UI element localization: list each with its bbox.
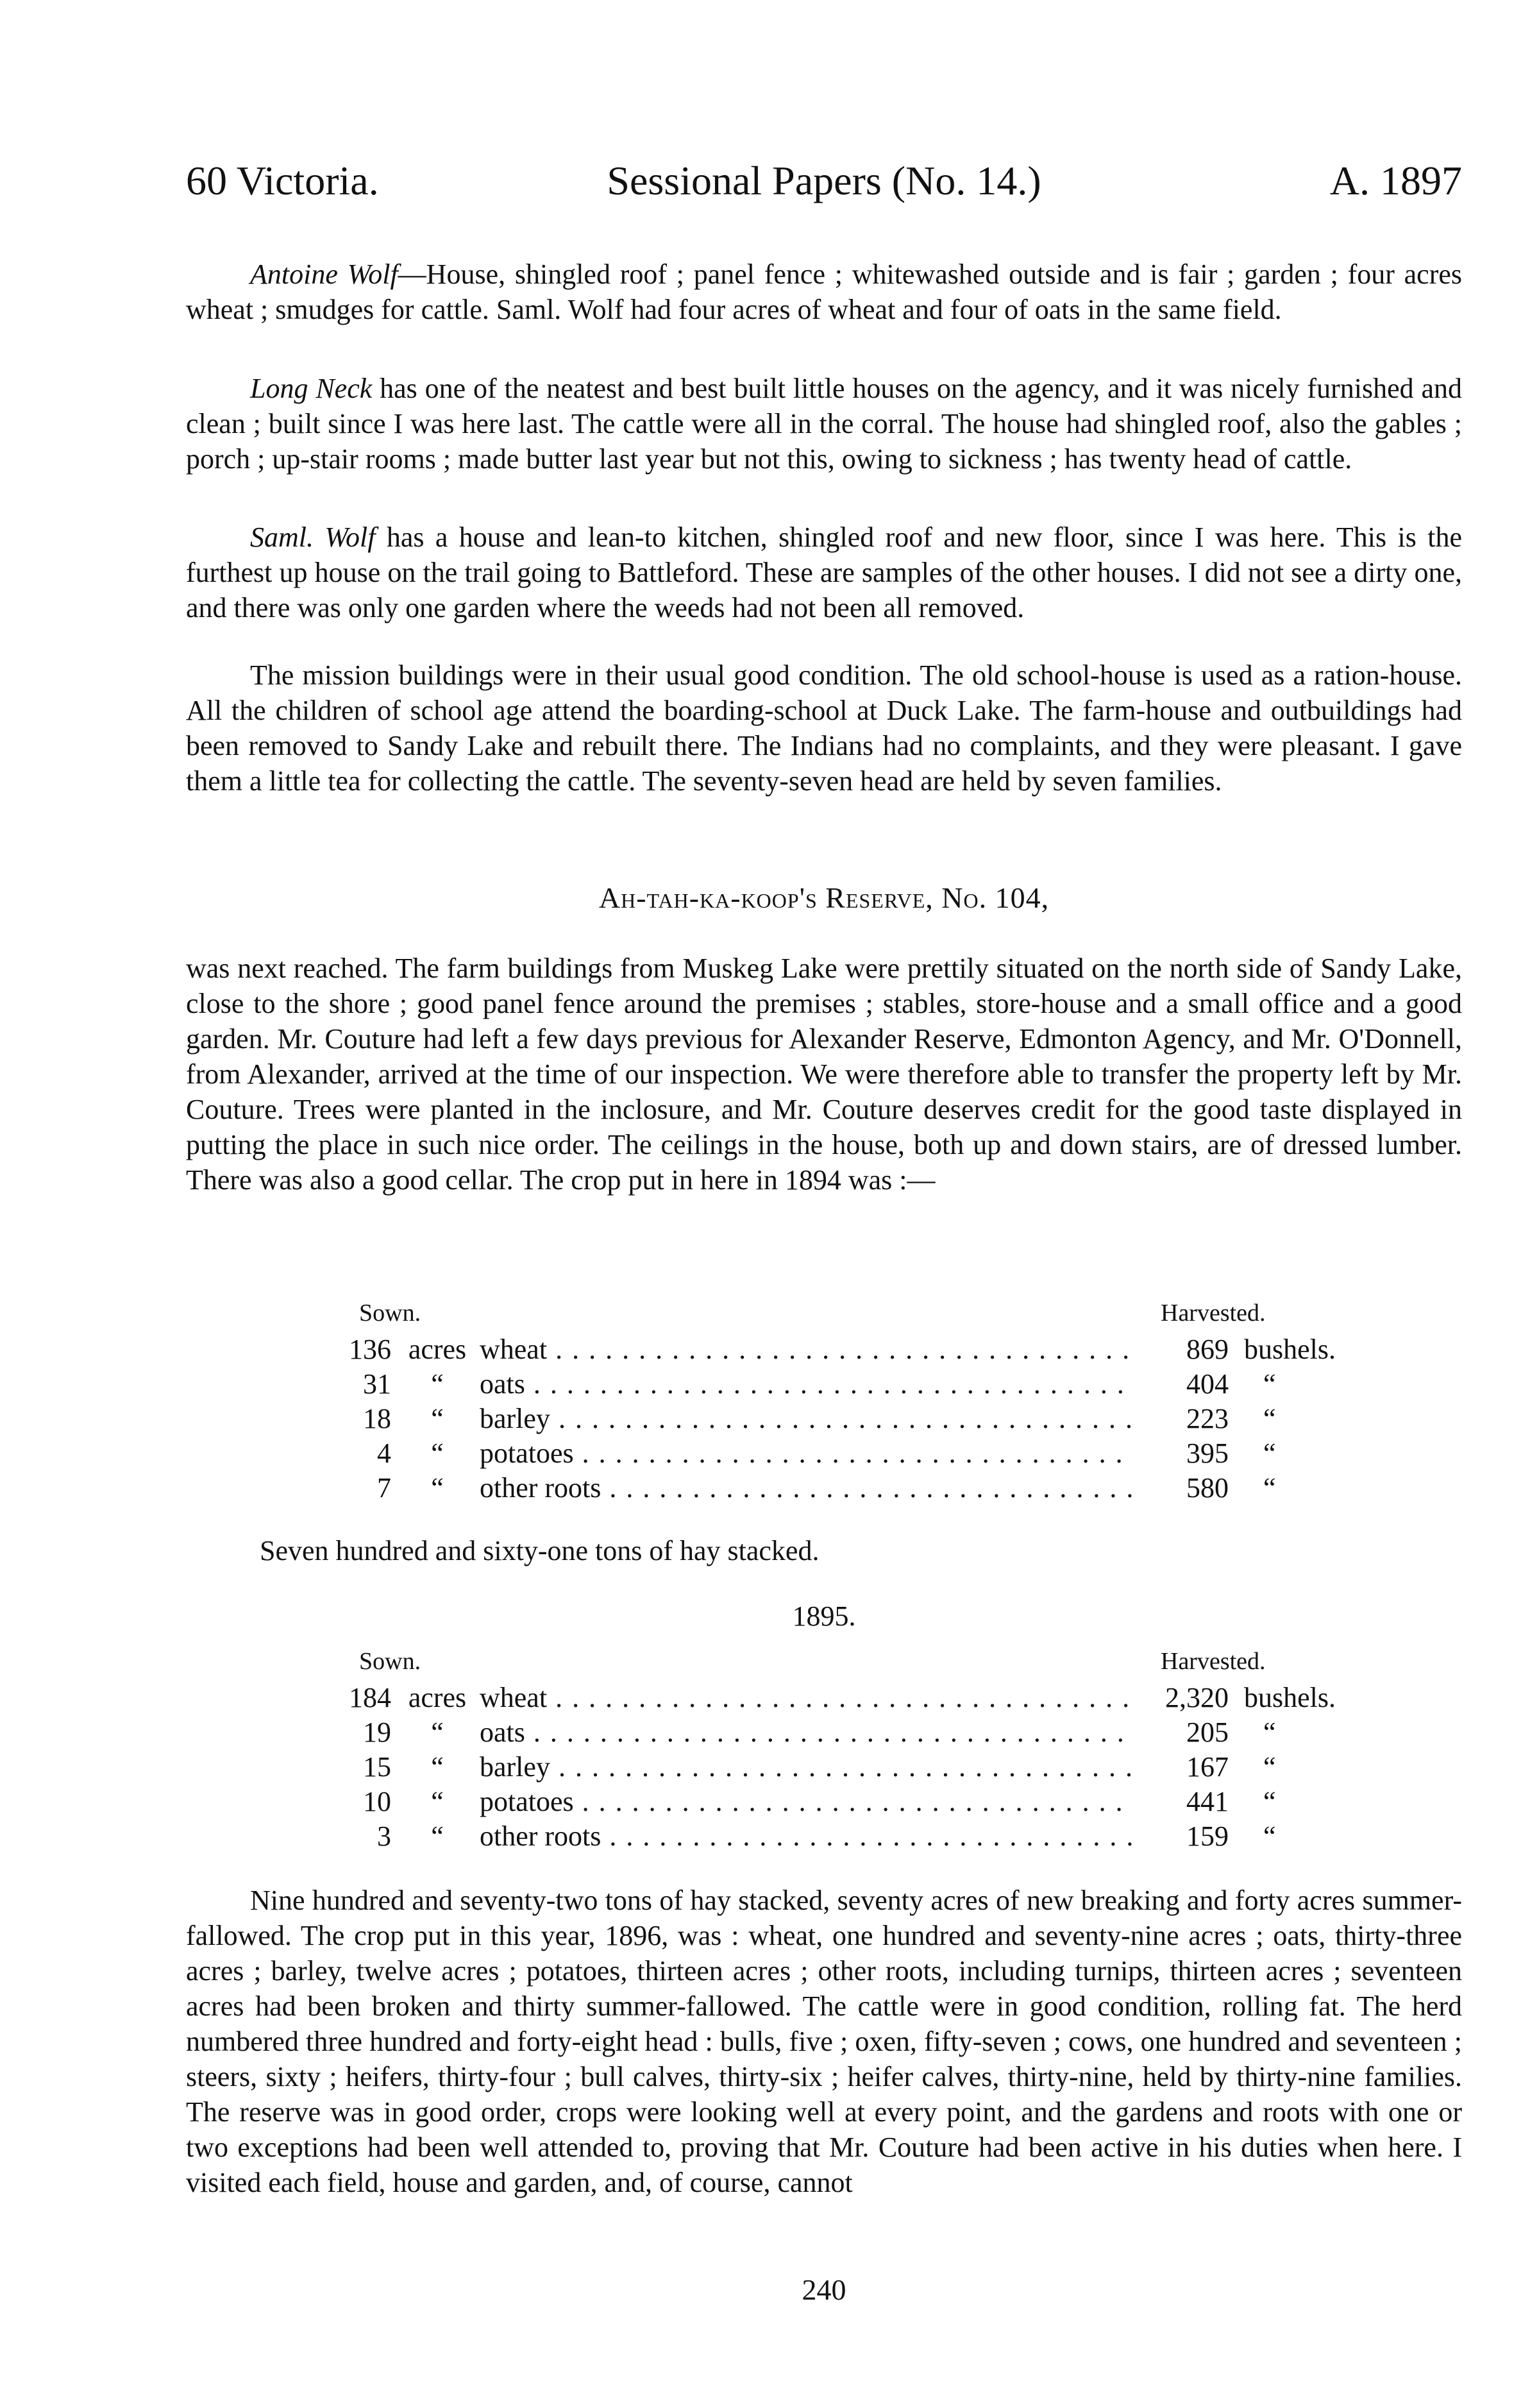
paragraph-antoine-wolf	[186, 257, 1462, 327]
sown-amount: 136	[349, 1334, 391, 1365]
harvested-amount: 205	[1135, 1715, 1229, 1750]
sown-header: Sown.	[359, 1300, 421, 1327]
crop-name: wheat . . .	[480, 1681, 1134, 1715]
sown-unit: “	[431, 1437, 444, 1469]
paragraph-name-antoine-wolf: Antoine Wolf	[250, 259, 398, 290]
section-title: Ah-tah-ka-koop's Reserve, No. 104,	[598, 881, 1050, 914]
harvested-header: Harvested.	[1161, 1300, 1266, 1327]
harvested-amount: 869	[1135, 1332, 1229, 1367]
table-row	[321, 1819, 1398, 1854]
paragraph-text: has one of the neatest and best built little houses on the agency, and it was nicely furnished and clean ; built since I was here last. The cattle were all in the corral. The house had shingled roof, also the gables ; porch ; up-stair rooms ; made butter last year but not this, owing to sickness ; has twenty head of cattle.	[186, 373, 1463, 475]
sown-unit: “	[431, 1717, 444, 1748]
sown-amount: 4	[377, 1437, 391, 1469]
paragraph-text: Nine hundred and seventy-two tons of hay stacked, seventy acres of new breaking and forty acres summer-fallowed. The crop put in this year, 1896, was : wheat, one hundred and seventy-nine acres ; oats, thirty-three acres ; barley, twelve acres ; potatoes, thirteen acres ; other roots, including turnips, thirteen acres ; seventeen acres had been broken and thirty summer-fallowed. The cattle were in good condition, rolling fat. The herd numbered three hundred and forty-eight head : bulls, five ; oxen, fifty-seven ; cows, one hundred and seventeen ; steers, sixty ; heifers, thirty-four ; bull calves, thirty-six ; heifer calves, thirty-nine, held by thirty-nine families. The reserve was in good order, crops were looking well at every point, and the gardens and roots with one or two exceptions had been well attended to, proving that Mr. Couture had been active in his duties when here. I visited each field, house and garden, and, of course, cannot	[186, 1885, 1462, 2198]
sown-amount: 15	[363, 1751, 391, 1783]
harvested-unit: “	[1263, 1751, 1276, 1783]
paragraph-text: Seven hundred and sixty-one tons of hay stacked.	[260, 1535, 820, 1566]
table-row	[321, 1402, 1398, 1436]
crop-name: oats . . .	[480, 1367, 1134, 1402]
table-header	[321, 1647, 1398, 1681]
harvested-unit: “	[1263, 1820, 1276, 1852]
harvested-amount: 159	[1135, 1819, 1229, 1854]
paragraph-long-neck	[186, 371, 1462, 477]
sown-amount: 184	[349, 1682, 391, 1713]
sown-unit: “	[431, 1786, 444, 1817]
header-year: A. 1897	[1329, 158, 1462, 203]
harvested-amount: 2,320	[1135, 1681, 1229, 1715]
table-row	[321, 1681, 1398, 1715]
harvested-unit: “	[1263, 1472, 1276, 1504]
crop-name: potatoes . . .	[480, 1785, 1134, 1819]
year-heading-1895: 1895.	[792, 1600, 856, 1632]
crop-table-1894	[321, 1299, 1398, 1505]
harvested-unit: “	[1263, 1717, 1276, 1748]
crop-table-1895	[321, 1647, 1398, 1854]
sown-amount: 19	[363, 1717, 391, 1748]
paragraph-text: The mission buildings were in their usual good condition. The old school-house is used as a ration-house. All the children of school age attend the boarding-school at Duck Lake. The farm-house and outbuildings had been removed to Sandy Lake and rebuilt there. The Indians had no complaints, and they were pleasant. I gave them a little tea for collecting the cattle. The seventy-seven head are held by seven families.	[186, 659, 1462, 797]
paragraph-name-long-neck: Long Neck	[250, 373, 373, 404]
harvested-unit: “	[1263, 1403, 1276, 1434]
sown-amount: 3	[377, 1820, 391, 1852]
paragraph-next-reached	[186, 951, 1462, 1198]
crop-name: potatoes . . .	[480, 1436, 1134, 1471]
running-header	[186, 149, 1462, 213]
paragraph-mission-buildings	[186, 657, 1462, 799]
crop-name: other roots . . .	[480, 1819, 1134, 1854]
sown-amount: 31	[363, 1368, 391, 1400]
crop-name: oats . . .	[480, 1715, 1134, 1750]
harvested-amount: 441	[1135, 1785, 1229, 1819]
harvested-unit: “	[1263, 1437, 1276, 1469]
paragraph-saml-wolf	[186, 520, 1462, 625]
harvested-amount: 167	[1135, 1750, 1229, 1785]
paragraph-text: has a house and lean-to kitchen, shingled roof and new floor, since I was here. This is the furthest up house on the trail going to Battleford. These are samples of the other houses. I did not see a dirty one, and there was only one garden where the weeds had not been all removed.	[186, 521, 1463, 623]
harvested-unit: bushels.	[1244, 1334, 1336, 1365]
paragraph-hay-1895	[186, 1883, 1462, 2200]
header-volume: 60 Victoria.	[186, 158, 379, 203]
harvested-amount: 580	[1135, 1471, 1229, 1505]
header-title: Sessional Papers (No. 14.)	[607, 158, 1041, 203]
sown-amount: 7	[377, 1472, 391, 1504]
table-row	[321, 1436, 1398, 1471]
sown-header: Sown.	[359, 1648, 421, 1675]
harvested-amount: 404	[1135, 1367, 1229, 1402]
table-row	[321, 1367, 1398, 1402]
paragraph-text: —House, shingled roof ; panel fence ; whitewashed outside and is fair ; garden ; four acres wheat ; smudges for cattle. Saml. Wolf had four acres of wheat and four of oats in the same field.	[186, 259, 1462, 325]
crop-name: barley . . .	[480, 1402, 1134, 1436]
sown-amount: 10	[363, 1786, 391, 1817]
table-header	[321, 1299, 1398, 1332]
harvested-amount: 395	[1135, 1436, 1229, 1471]
harvested-unit: “	[1263, 1368, 1276, 1400]
table-row	[321, 1715, 1398, 1750]
table-row	[321, 1332, 1398, 1367]
harvested-header: Harvested.	[1161, 1648, 1266, 1675]
harvested-unit: bushels.	[1244, 1682, 1336, 1713]
harvested-amount: 223	[1135, 1402, 1229, 1436]
sown-unit: “	[431, 1751, 444, 1783]
harvested-unit: “	[1263, 1786, 1276, 1817]
table-row	[321, 1785, 1398, 1819]
sown-unit: “	[431, 1403, 444, 1434]
table-row	[321, 1750, 1398, 1785]
crop-name: barley . . .	[480, 1750, 1134, 1785]
sown-unit: “	[431, 1472, 444, 1504]
page-number: 240	[802, 2273, 846, 2306]
hay-stacked-1894	[186, 1533, 1462, 1568]
paragraph-text: was next reached. The farm buildings from Muskeg Lake were prettily situated on the north side of Sandy Lake, close to the shore ; good panel fence around the premises ; stables, store-house and a small office and a good garden. Mr. Couture had left a few days previous for Alexander Reserve, Edmonton Agency, and Mr. O'Donnell, from Alexander, arrived at the time of our inspection. We were therefore able to transfer the property left by Mr. Couture. Trees were planted in the inclosure, and Mr. Couture deserves credit for the good taste displayed in putting the place in such nice order. The ceilings in the house, both up and down stairs, are of dressed lumber. There was also a good cellar. The crop put in here in 1894 was :—	[186, 953, 1462, 1196]
sown-unit: “	[431, 1820, 444, 1852]
crop-name: wheat . . .	[480, 1332, 1134, 1367]
paragraph-name-saml-wolf: Saml. Wolf	[250, 521, 376, 553]
sown-unit: acres	[408, 1682, 467, 1713]
crop-name: other roots . . .	[480, 1471, 1134, 1505]
sown-unit: “	[431, 1368, 444, 1400]
sown-amount: 18	[363, 1403, 391, 1434]
sown-unit: acres	[408, 1334, 467, 1365]
table-row	[321, 1471, 1398, 1505]
